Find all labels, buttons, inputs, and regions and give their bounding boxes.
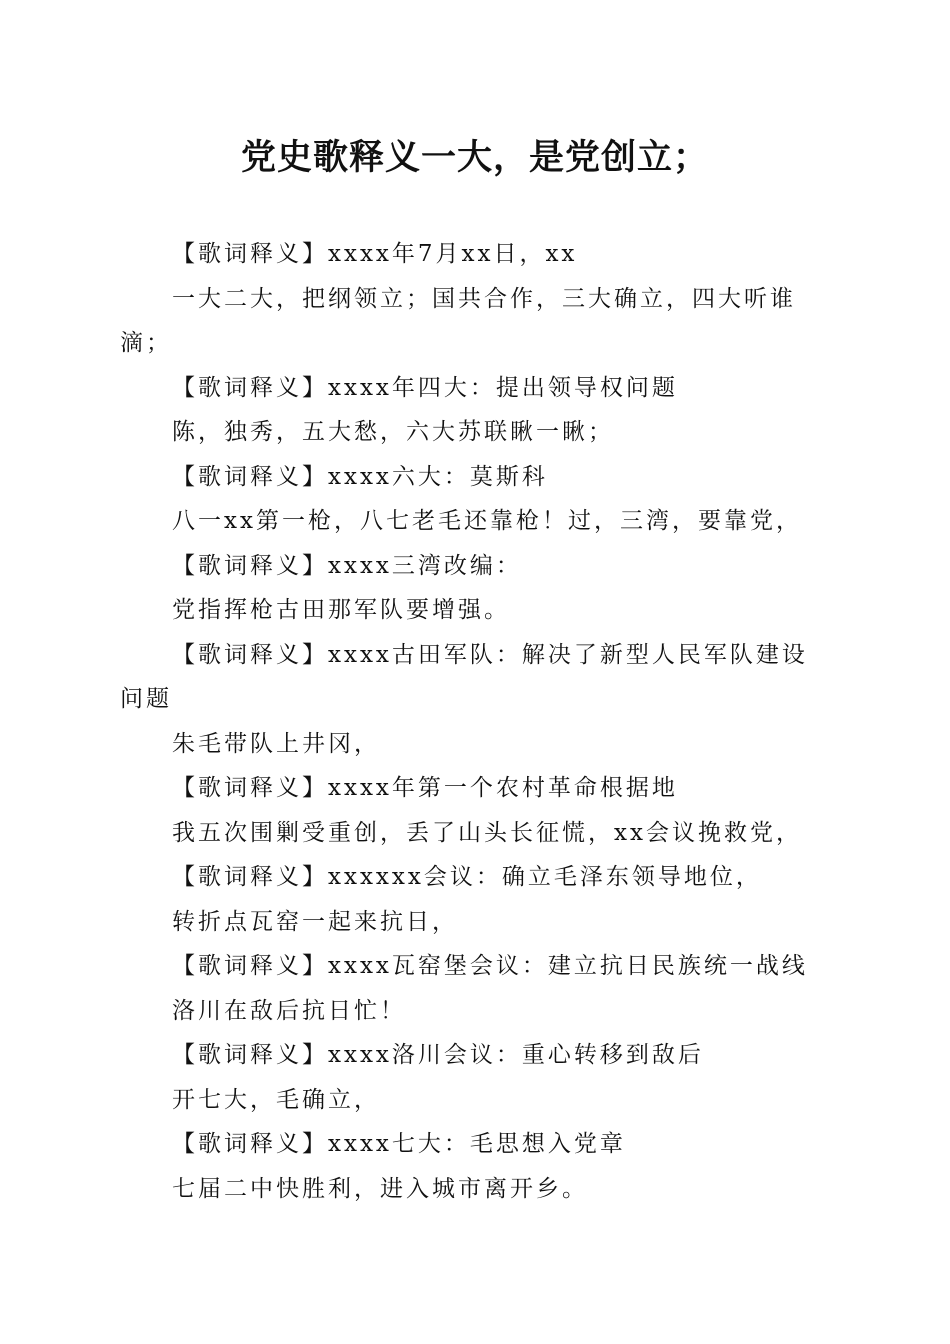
paragraph: 【歌词释义】xxxx瓦窑堡会议：建立抗日民族统一战线 xyxy=(172,953,808,979)
document-body xyxy=(120,232,832,1211)
document-title: 党史歌释义一大，是党创立； xyxy=(240,137,709,178)
paragraph: 党指挥枪古田那军队要增强。 xyxy=(172,597,510,623)
paragraph: 我五次围剿受重创，丢了山头长征慌，xx会议挽救党， xyxy=(172,819,802,846)
paragraph: 【歌词释义】xxxxxx会议：确立毛泽东领导地位， xyxy=(172,864,762,890)
paragraph: 【歌词释义】xxxx三湾改编： xyxy=(172,552,522,579)
paragraph: 朱毛带队上井冈， xyxy=(172,730,380,757)
paragraph: 【歌词释义】xxxx古田军队：解决了新型人民军队建设问题 xyxy=(120,641,808,712)
paragraph: 开七大，毛确立， xyxy=(172,1086,380,1113)
paragraph: 【歌词释义】xxxx洛川会议：重心转移到敌后 xyxy=(172,1042,704,1068)
paragraph: 【歌词释义】xxxx年7月xx日，xx xyxy=(172,241,578,267)
paragraph: 一大二大，把纲领立；国共合作，三大确立，四大听谁滴； xyxy=(120,285,796,356)
paragraph: 转折点瓦窑一起来抗日， xyxy=(172,908,458,935)
paragraph: 【歌词释义】xxxx年四大：提出领导权问题 xyxy=(172,374,678,401)
paragraph: 七届二中快胜利，进入城市离开乡。 xyxy=(172,1175,588,1202)
paragraph: 【歌词释义】xxxx年第一个农村革命根据地 xyxy=(172,775,678,801)
paragraph: 洛川在敌后抗日忙！ xyxy=(172,997,406,1024)
paragraph: 【歌词释义】xxxx七大：毛思想入党章 xyxy=(172,1131,626,1157)
paragraph: 八一xx第一枪，八七老毛还靠枪！过，三湾，要靠党， xyxy=(172,508,802,534)
paragraph: 陈，独秀，五大愁，六大苏联瞅一瞅； xyxy=(172,419,614,445)
paragraph: 【歌词释义】xxxx六大：莫斯科 xyxy=(172,463,548,490)
